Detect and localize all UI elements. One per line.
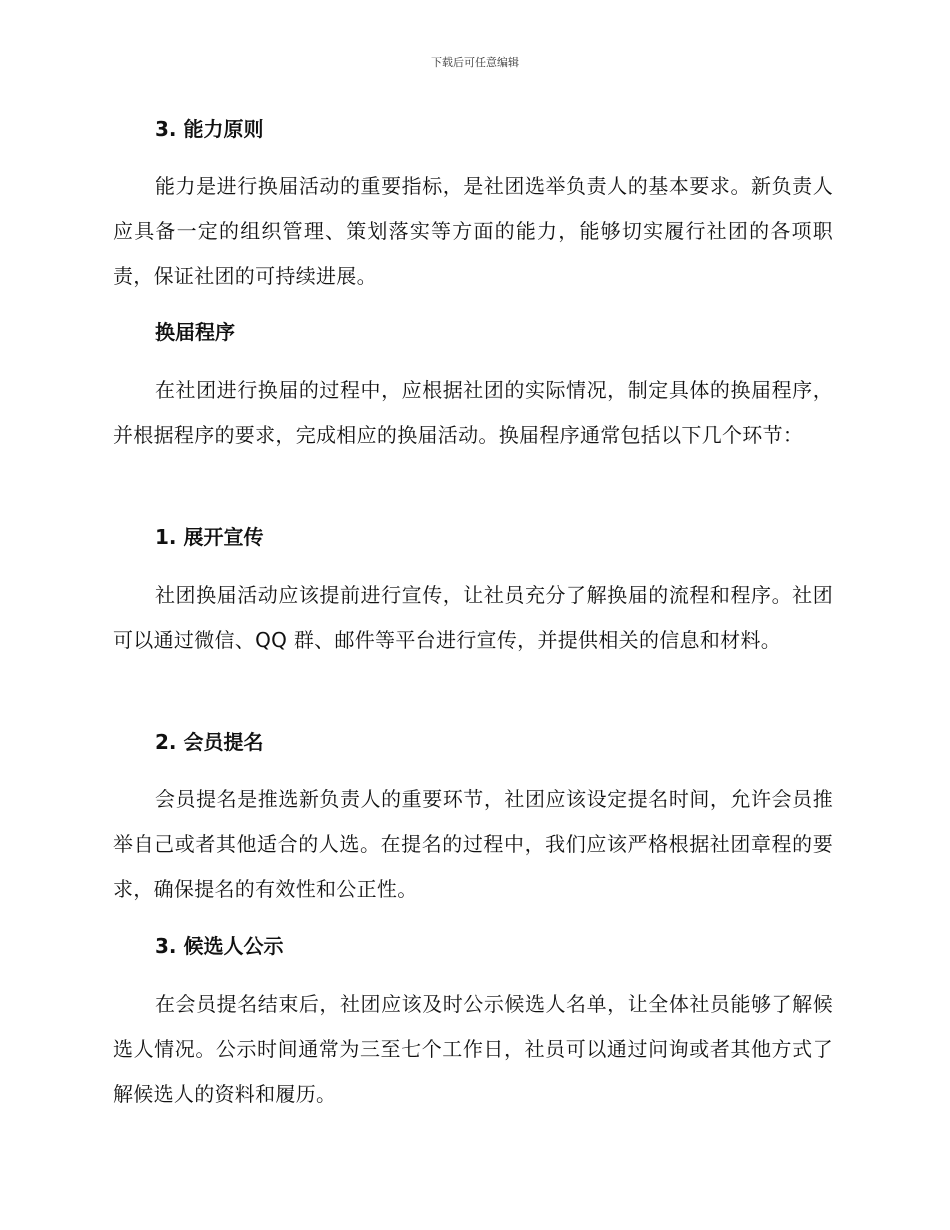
section-heading-candidate-publicity: 3. 候选人公示 <box>155 934 284 958</box>
section-heading-procedure: 换届程序 <box>155 320 235 344</box>
section-heading-publicity: 1. 展开宣传 <box>155 525 264 549</box>
paragraph-nomination: 会员提名是推选新负责人的重要环节，社团应该设定提名时间，允许会员推举自己或者其他适合的人选。在提名的过程中，我们应该严格根据社团章程的要求，确保提名的有效性和公正性。 <box>113 787 833 901</box>
paragraph-publicity: 社团换届活动应该提前进行宣传，让社员充分了解换届的流程和程序。社团可以通过微信、QQ 群、邮件等平台进行宣传，并提供相关的信息和材料。 <box>113 583 833 652</box>
section-heading-ability-principle: 3. 能力原则 <box>155 117 264 141</box>
paragraph-procedure: 在社团进行换届的过程中，应根据社团的实际情况，制定具体的换届程序，并根据程序的要求，完成相应的换届活动。换届程序通常包括以下几个环节： <box>113 378 833 447</box>
paragraph-candidate-publicity: 在会员提名结束后，社团应该及时公示候选人名单，让全体社员能够了解候选人情况。公示时间通常为三至七个工作日，社员可以通过问询或者其他方式了解候选人的资料和履历。 <box>113 992 833 1106</box>
paragraph-ability-principle: 能力是进行换届活动的重要指标，是社团选举负责人的基本要求。新负责人应具备一定的组织管理、策划落实等方面的能力，能够切实履行社团的各项职责，保证社团的可持续进展。 <box>113 174 833 288</box>
section-heading-nomination: 2. 会员提名 <box>155 730 264 754</box>
page-header: 下载后可任意编辑 <box>431 56 519 69</box>
